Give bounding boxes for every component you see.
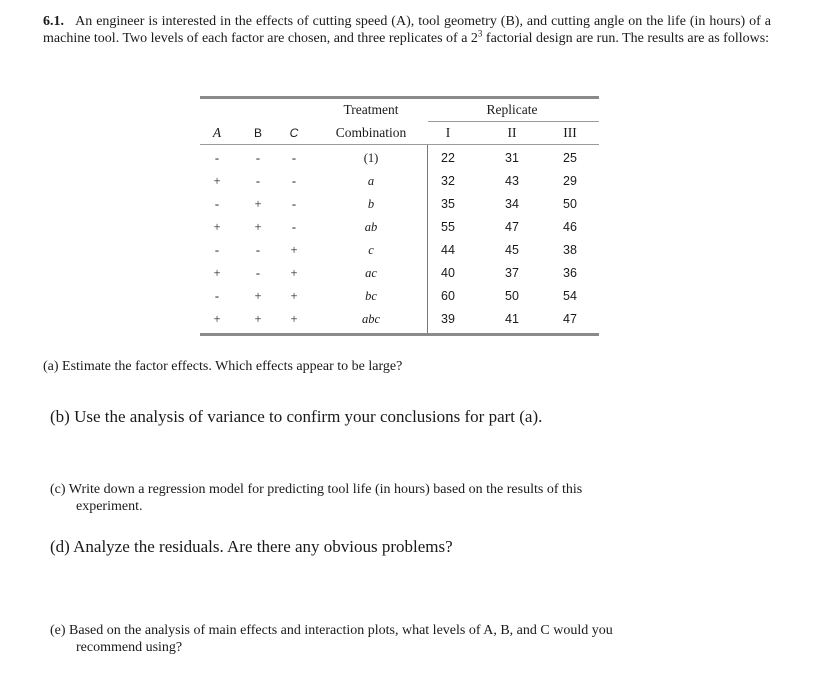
cell-r1: 55: [441, 220, 455, 234]
cell-r1: 32: [441, 174, 455, 188]
problem-text: An engineer is interested in the effects of cutting speed (A), tool geometry (B), and cutting angle on the life (in hours) of a machine tool. Two levels of each factor are chosen, and three replicates of a 2: [43, 14, 771, 46]
header-treatment: Treatment: [343, 102, 399, 117]
cell-r2: 41: [505, 312, 519, 326]
cell-r2: 50: [505, 289, 519, 303]
cell-r3: 29: [563, 174, 577, 188]
cell-r3: 50: [563, 197, 577, 211]
cell-a: +: [213, 174, 221, 188]
header-rep-2: II: [507, 125, 517, 140]
cell-a: -: [214, 197, 220, 211]
problem-statement: [43, 13, 771, 47]
cell-r2: 43: [505, 174, 519, 188]
question-c-line-2: experiment.: [76, 499, 143, 514]
table-row: [200, 266, 599, 286]
table-row: [200, 220, 599, 240]
cell-r1: 39: [441, 312, 455, 326]
cell-r2: 45: [505, 243, 519, 257]
cell-a: -: [214, 289, 220, 303]
cell-combo: b: [367, 197, 375, 211]
cell-r2: 34: [505, 197, 519, 211]
cell-b: +: [254, 197, 262, 211]
cell-r3: 54: [563, 289, 577, 303]
cell-c: +: [290, 266, 298, 280]
cell-c: -: [291, 151, 297, 165]
cell-c: -: [291, 174, 297, 188]
question-e-line-2: recommend using?: [76, 640, 183, 655]
cell-a: -: [214, 243, 220, 257]
cell-combo: ab: [364, 220, 378, 234]
header-b: B: [253, 126, 263, 140]
question-c-line-1: (c) Write down a regression model for predicting tool life (in hours) based on the results of this: [50, 482, 583, 497]
cell-a: +: [213, 266, 221, 280]
table-row: [200, 289, 599, 309]
cell-r3: 46: [563, 220, 577, 234]
table-row: [200, 174, 599, 194]
header-c: C: [289, 126, 299, 140]
cell-c: +: [290, 289, 298, 303]
header-a: A: [212, 125, 222, 140]
results-table: [200, 96, 599, 336]
table-row: [200, 151, 599, 171]
table-header-row-2: [200, 122, 599, 144]
cell-r2: 31: [505, 151, 519, 165]
cell-b: +: [254, 312, 262, 326]
table-body: [200, 145, 599, 333]
cell-b: -: [255, 243, 261, 257]
cell-r3: 36: [563, 266, 577, 280]
cell-a: +: [213, 220, 221, 234]
question-c: [50, 481, 766, 515]
cell-b: +: [254, 220, 262, 234]
cell-b: -: [255, 266, 261, 280]
header-combination: Combination: [335, 125, 407, 140]
cell-c: +: [290, 243, 298, 257]
question-d: (d) Analyze the residuals. Are there any obvious problems?: [50, 537, 453, 556]
cell-b: -: [255, 151, 261, 165]
question-a: (a) Estimate the factor effects. Which effects appear to be large?: [43, 359, 403, 374]
table-row: [200, 243, 599, 263]
cell-c: +: [290, 312, 298, 326]
cell-r1: 35: [441, 197, 455, 211]
header-replicate: Replicate: [486, 102, 538, 117]
cell-combo: c: [368, 243, 374, 257]
cell-c: -: [291, 220, 297, 234]
cell-r2: 47: [505, 220, 519, 234]
table-row: [200, 197, 599, 217]
cell-combo: ac: [365, 266, 377, 280]
problem-number: 6.1.: [43, 14, 64, 29]
cell-a: -: [214, 151, 220, 165]
cell-combo: abc: [361, 312, 381, 326]
cell-c: -: [291, 197, 297, 211]
cell-r1: 22: [441, 151, 455, 165]
cell-b: +: [254, 289, 262, 303]
table-header-row-1: [200, 99, 599, 121]
table-row: [200, 312, 599, 332]
cell-b: -: [255, 174, 261, 188]
cell-r3: 38: [563, 243, 577, 257]
cell-r1: 60: [441, 289, 455, 303]
header-rep-1: I: [445, 125, 451, 140]
cell-r1: 40: [441, 266, 455, 280]
cell-combo: (1): [363, 151, 379, 165]
problem-exponent: 3: [477, 28, 483, 39]
table-bottom-rule: [200, 333, 599, 336]
header-rep-3: III: [563, 125, 577, 140]
question-e: [50, 622, 766, 656]
cell-combo: a: [367, 174, 375, 188]
question-b: (b) Use the analysis of variance to confirm your conclusions for part (a).: [50, 407, 543, 426]
cell-r1: 44: [441, 243, 455, 257]
cell-r3: 47: [563, 312, 577, 326]
cell-a: +: [213, 312, 221, 326]
question-e-line-1: (e) Based on the analysis of main effects and interaction plots, what levels of A, B, and C would you: [50, 623, 613, 638]
cell-r3: 25: [563, 151, 577, 165]
cell-r2: 37: [505, 266, 519, 280]
problem-text-end: factorial design are run. The results are as follows:: [482, 31, 770, 46]
cell-combo: bc: [365, 289, 377, 303]
